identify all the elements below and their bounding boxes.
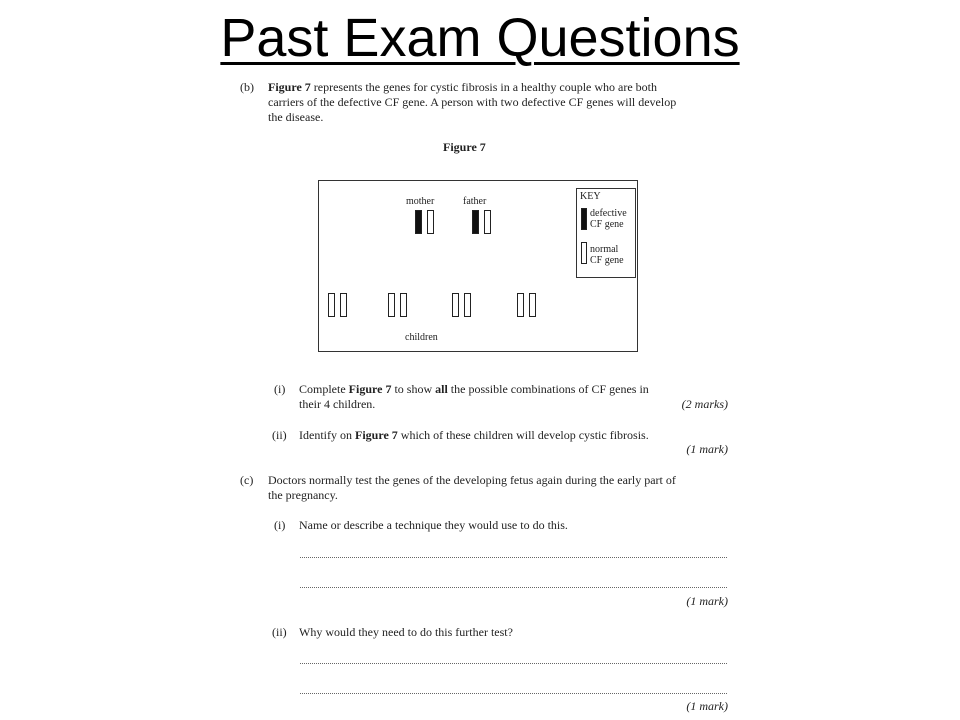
b-i-text-a: Complete [299, 382, 346, 396]
part-b-intro [268, 80, 738, 125]
b-ii-text-c: which of these children will develop cystic fibrosis. [400, 428, 649, 442]
b-ii-label: (ii) [272, 428, 287, 442]
slide-title: Past Exam Questions [220, 8, 740, 68]
key-defective-line1: defective [590, 208, 627, 219]
child-1-gene-slot-1[interactable] [328, 293, 335, 317]
b-i-text-c: to show [394, 382, 433, 396]
c-intro-line2: the pregnancy. [268, 488, 338, 502]
b-i-label: (i) [274, 382, 286, 396]
key-defective-label [590, 208, 627, 230]
b-i-text-e: the possible combinations of CF genes in [450, 382, 649, 396]
child-1-gene-slot-2[interactable] [340, 293, 347, 317]
b-ii-text-a: Identify on [299, 428, 352, 442]
b-ii-question [299, 428, 729, 443]
b-i-text-d: all [435, 382, 448, 396]
key-defective-line2: CF gene [590, 219, 624, 230]
c-ii-question: Why would they need to do this further test? [299, 625, 513, 639]
c-i-question: Name or describe a technique they would use to do this. [299, 518, 568, 532]
mother-label: mother [406, 196, 435, 207]
child-4-gene-slot-2[interactable] [529, 293, 536, 317]
key-normal-label [590, 244, 624, 266]
c-ii-answer-line-1[interactable] [300, 663, 727, 664]
father-gene-defective [472, 210, 479, 234]
child-2-gene-slot-2[interactable] [400, 293, 407, 317]
children-label: children [405, 332, 438, 343]
c-ii-marks: (1 mark) [686, 699, 728, 713]
key-title: KEY [580, 191, 601, 202]
mother-gene-normal [427, 210, 434, 234]
part-c-label: (c) [240, 473, 254, 487]
c-intro-line1: Doctors normally test the genes of the developing fetus again during the early part of [268, 473, 676, 487]
c-ii-answer-line-2[interactable] [300, 693, 727, 694]
c-i-answer-line-1[interactable] [300, 557, 727, 558]
intro-line1: represents the genes for cystic fibrosis in a healthy couple who are both [313, 80, 658, 94]
b-ii-marks: (1 mark) [686, 442, 728, 456]
father-label: father [463, 196, 487, 207]
mother-gene-defective [415, 210, 422, 234]
c-i-marks: (1 mark) [686, 594, 728, 608]
intro-figure-ref: Figure 7 [268, 80, 311, 94]
key-normal-line2: CF gene [590, 255, 624, 266]
part-b-label: (b) [240, 80, 254, 94]
child-4-gene-slot-1[interactable] [517, 293, 524, 317]
b-i-marks: (2 marks) [681, 397, 728, 411]
intro-line2: carriers of the defective CF gene. A person with two defective CF genes will develop [268, 95, 677, 109]
b-ii-text-b: Figure 7 [355, 428, 398, 442]
b-i-text-b: Figure 7 [348, 382, 392, 396]
key-normal-line1: normal [590, 244, 619, 255]
figure-title: Figure 7 [443, 140, 486, 154]
c-i-label: (i) [274, 518, 286, 532]
b-i-text-line2: their 4 children. [299, 397, 376, 411]
part-c-intro [268, 473, 738, 503]
b-i-question [299, 382, 719, 412]
c-ii-label: (ii) [272, 625, 287, 639]
key-normal-swatch [581, 242, 587, 264]
c-i-answer-line-2[interactable] [300, 587, 727, 588]
key-defective-swatch [581, 208, 587, 230]
child-2-gene-slot-1[interactable] [388, 293, 395, 317]
father-gene-normal [484, 210, 491, 234]
child-3-gene-slot-1[interactable] [452, 293, 459, 317]
child-3-gene-slot-2[interactable] [464, 293, 471, 317]
intro-line3: the disease. [268, 110, 324, 124]
